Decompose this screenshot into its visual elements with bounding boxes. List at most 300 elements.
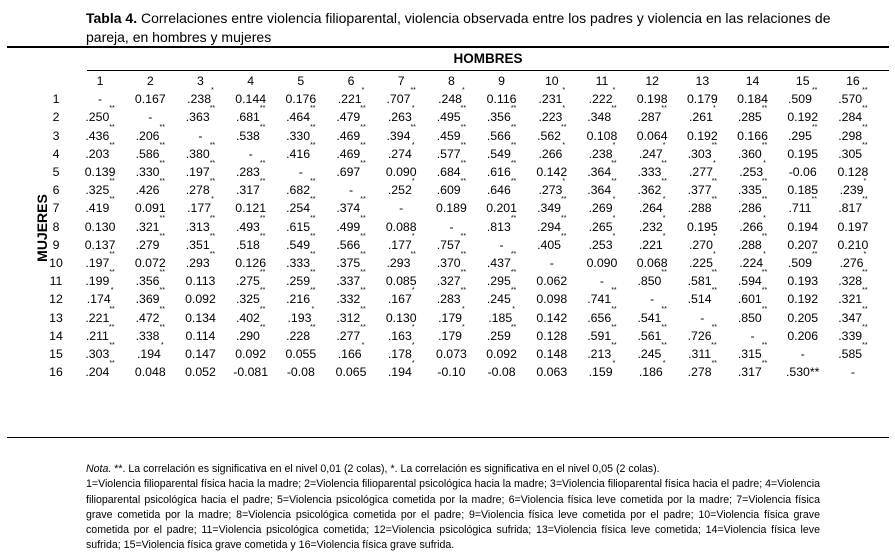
table-cell (477, 105, 527, 126)
column-header: 2 (146, 74, 154, 89)
table-cell (426, 232, 476, 254)
cell-value: .221 (638, 237, 663, 252)
table-cell (727, 269, 777, 290)
table-cell (828, 178, 878, 199)
table-cell (477, 160, 527, 181)
significance-mark: ** (661, 178, 667, 186)
cell-value: .850 (737, 310, 762, 325)
cell-value: .817 (838, 201, 863, 216)
cell-value: .493 (235, 219, 260, 234)
significance-mark: ** (761, 141, 768, 149)
top-rule (7, 46, 889, 48)
significance-mark: * (411, 178, 415, 186)
table-cell (376, 232, 426, 254)
cell-value: 0.197 (837, 219, 869, 234)
table-cell (326, 196, 376, 217)
cell-value: .163 (387, 328, 412, 343)
significance-mark: * (562, 178, 566, 186)
cell-value: .179 (438, 310, 462, 325)
table-cell (326, 232, 376, 254)
table-cell (75, 123, 125, 145)
table-cell (226, 123, 276, 145)
table-cell (527, 178, 577, 199)
cell-value: .330 (135, 165, 160, 180)
table-cell (677, 127, 727, 145)
table-cell (577, 341, 627, 363)
significance-mark: ** (761, 287, 768, 295)
significance-mark: ** (661, 105, 667, 113)
significance-mark: ** (259, 269, 266, 277)
table-cell (175, 105, 225, 126)
cell-value: - (800, 346, 805, 361)
significance-mark: ** (862, 123, 868, 131)
table-cell (376, 341, 426, 363)
cell-value: 0.193 (787, 274, 819, 289)
cell-value: .197 (185, 165, 210, 180)
table-cell (226, 345, 276, 363)
table-cell (326, 250, 376, 272)
cell-value: .194 (387, 365, 412, 380)
cell-value: .174 (86, 292, 111, 307)
significance-mark: * (311, 305, 315, 313)
table-cell (828, 236, 878, 254)
cell-value: 0.063 (536, 365, 568, 380)
table-cell (175, 327, 225, 345)
table-cell (677, 196, 727, 217)
significance-mark: ** (109, 141, 115, 149)
significance-mark: ** (310, 105, 316, 113)
significance-mark: ** (561, 214, 567, 222)
cell-value: .275 (235, 274, 260, 289)
table-cell (677, 218, 727, 236)
cell-value: .757 (436, 237, 461, 252)
significance-mark: ** (310, 214, 316, 222)
table-cell (677, 308, 727, 326)
table-cell (677, 323, 727, 345)
table-cell (828, 323, 878, 345)
table-cell (125, 287, 175, 308)
table-cell (125, 363, 175, 381)
cell-value: 0.198 (636, 92, 668, 107)
cell-value: .261 (689, 110, 713, 125)
significance-mark: ** (159, 178, 165, 186)
cell-value: .697 (336, 165, 361, 180)
significance-mark: ** (611, 105, 617, 113)
table-cell (627, 160, 677, 181)
cell-value: .204 (85, 365, 110, 380)
significance-mark: * (462, 323, 465, 331)
table-cell (125, 305, 175, 326)
row-label: 10 (49, 255, 63, 270)
table-cell (527, 272, 577, 290)
significance-mark: ** (109, 341, 115, 349)
table-cell (477, 269, 527, 290)
cell-value: .616 (486, 165, 511, 180)
table-cell (75, 90, 125, 108)
cell-value: 0.195 (686, 219, 718, 234)
cell-value: 0.176 (285, 92, 317, 107)
significance-mark: * (712, 232, 716, 240)
cell-value: 0.085 (385, 274, 417, 289)
cell-value: .252 (387, 183, 412, 198)
significance-mark: ** (310, 269, 316, 277)
significance-mark: ** (259, 123, 266, 131)
column-header: 5 (297, 74, 305, 89)
significance-mark: ** (410, 87, 416, 95)
table-cell (828, 105, 878, 126)
cell-value: .615 (286, 219, 311, 234)
row-label: 14 (49, 328, 63, 343)
significance-mark: * (361, 87, 365, 95)
cell-value: .248 (438, 92, 462, 107)
significance-mark: ** (360, 232, 366, 240)
significance-mark: ** (761, 269, 768, 277)
table-cell (727, 90, 777, 108)
table-cell (828, 123, 878, 145)
row-label: 7 (52, 201, 60, 216)
cell-value: 0.184 (737, 92, 768, 107)
cell-value: .303 (85, 346, 110, 361)
cell-value: .332 (336, 292, 361, 307)
column-header: 14 (745, 74, 760, 89)
cell-value: .253 (739, 165, 764, 180)
significance-mark: * (562, 87, 566, 95)
table-cell (477, 287, 527, 308)
significance-mark: ** (109, 123, 115, 131)
table-cell (326, 105, 376, 126)
cell-value: .333 (286, 255, 311, 270)
table-cell (426, 105, 476, 126)
table-cell (477, 250, 527, 272)
cell-value: .221 (337, 92, 362, 107)
table-cell (226, 254, 276, 272)
cell-value: .419 (85, 201, 110, 216)
table-cell (627, 196, 677, 217)
cell-value: .283 (436, 292, 461, 307)
significance-mark: * (411, 141, 415, 149)
cell-value: - (850, 365, 855, 380)
significance-mark: ** (410, 123, 416, 131)
significance-mark: ** (310, 141, 316, 149)
table-cell (276, 214, 326, 236)
significance-mark: ** (310, 196, 316, 204)
column-header: 16 (846, 74, 860, 89)
table-cell (226, 105, 276, 126)
cell-value: .294 (537, 219, 562, 234)
table-cell (677, 250, 727, 272)
cell-value: .347 (838, 310, 863, 325)
table-cell (75, 360, 125, 381)
cell-value: .278 (185, 183, 210, 198)
table-cell (376, 360, 426, 381)
table-cell (426, 269, 476, 290)
hombres-header: HOMBRES (453, 51, 523, 66)
row-label: 12 (49, 292, 63, 307)
significance-mark: ** (661, 160, 667, 168)
cell-value: .325 (85, 183, 110, 198)
cell-value: .186 (638, 365, 663, 380)
cell-value: 0.206 (787, 328, 819, 343)
table-cell (376, 308, 426, 326)
cell-value: .369 (135, 292, 160, 307)
significance-mark: ** (460, 141, 467, 149)
column-header: 4 (247, 74, 255, 89)
cell-value: 0.144 (235, 92, 267, 107)
cell-value: .321 (838, 292, 863, 307)
significance-mark: ** (310, 123, 316, 131)
column-header: 11 (595, 74, 609, 89)
table-cell (276, 287, 326, 308)
cell-value: .349 (537, 201, 562, 216)
cell-value: -0.08 (286, 365, 315, 380)
table-cell (175, 272, 225, 290)
cell-value: .495 (436, 110, 461, 125)
table-cell (727, 127, 777, 145)
cell-value: 0.167 (134, 92, 166, 107)
cell-value: .380 (185, 146, 210, 161)
column-header: 1 (96, 74, 104, 89)
cell-value: .328 (838, 274, 863, 289)
cell-value: -0.081 (233, 365, 269, 380)
cell-value: .321 (135, 219, 160, 234)
significance-mark: ** (862, 87, 868, 95)
table-cell (577, 323, 627, 345)
cell-value: 0.130 (84, 219, 116, 234)
cell-value: .377 (687, 183, 712, 198)
table-cell (828, 218, 878, 236)
cell-value: .684 (436, 165, 461, 180)
cell-value: .682 (286, 183, 311, 198)
cell-value: .203 (85, 146, 110, 161)
table-cell (75, 305, 125, 326)
significance-mark: * (562, 105, 566, 113)
table-cell (175, 345, 225, 363)
column-header: 15 (795, 74, 810, 89)
table-cell (577, 141, 627, 163)
cell-value: .315 (737, 346, 762, 361)
table-row (37, 363, 878, 381)
significance-mark: ** (410, 250, 416, 258)
cell-value: .216 (286, 292, 311, 307)
cell-value: .177 (187, 201, 212, 216)
table-cell (175, 196, 225, 217)
cell-value: .303 (687, 146, 712, 161)
significance-mark: * (411, 323, 415, 331)
table-cell (677, 287, 727, 308)
table-cell (828, 141, 878, 163)
cell-value: - (499, 237, 504, 252)
significance-mark: * (662, 196, 666, 204)
table-cell (477, 305, 527, 326)
table-cell (577, 87, 627, 108)
cell-value: 0.134 (185, 310, 216, 325)
column-header-row (37, 72, 878, 90)
cell-value: - (750, 328, 755, 343)
cell-value: 0.126 (235, 255, 267, 270)
significance-mark: ** (360, 160, 366, 168)
significance-mark: ** (310, 323, 316, 331)
table-cell (376, 323, 426, 345)
note-label: Nota. (86, 463, 112, 475)
table-cell (276, 363, 326, 381)
table-cell (376, 178, 426, 199)
table-cell (828, 269, 878, 290)
cell-value: .221 (85, 310, 110, 325)
table-cell (326, 160, 376, 181)
significance-mark: ** (460, 160, 467, 168)
cell-value: .514 (687, 292, 712, 307)
significance-mark: ** (510, 178, 517, 186)
note-legend: 1=Violencia filioparental física hacia la madre; 2=Violencia filioparental psicológica hacia la madre; 3=Violencia filioparental física hacia el padre; 4=Violencia filioparental psicológica hacia el padre; 5=Violencia psicológica cometida por la madre; 6=Violencia física leve cometida por la madre; 7=Violencia física grave cometida por la madre; 8=Violencia psicológica cometida por el padre; 9=Violencia física leve cometida por el padre; 10=Violencia física grave cometida por el padre; 11=Violencia psicológica cometida; 12=Violencia psicológica sufrida; 13=Violencia física leve cometida; 14=Violencia física leve sufrida; 15=Violencia física grave cometida y 16=Violencia física grave sufrida. (86, 478, 820, 552)
significance-mark: ** (510, 105, 517, 113)
cell-value: .566 (486, 128, 511, 143)
table-cell (276, 196, 326, 217)
table-cell (828, 363, 878, 381)
row-label: 9 (52, 237, 60, 252)
cell-value: .285 (737, 110, 762, 125)
cell-value: 0.052 (185, 365, 216, 380)
table-cell (75, 196, 125, 217)
cell-value: .335 (737, 183, 762, 198)
cell-value: .518 (235, 237, 260, 252)
cell-value: .225 (689, 255, 713, 270)
table-cell (627, 254, 677, 272)
table-cell (828, 196, 878, 217)
table-cell (426, 305, 476, 326)
significance-mark: ** (661, 269, 667, 277)
cell-value: .317 (235, 183, 260, 198)
significance-mark: * (411, 105, 415, 113)
table-cell (828, 163, 878, 181)
cell-value: - (98, 92, 103, 107)
cell-value: .278 (687, 365, 712, 380)
cell-value: .279 (135, 237, 160, 252)
table-cell (677, 90, 727, 108)
significance-mark: ** (761, 178, 768, 186)
cell-value: .469 (336, 128, 361, 143)
table-cell (125, 341, 175, 363)
cell-value: .707 (386, 92, 411, 107)
table-cell (778, 218, 828, 236)
cell-value: .231 (538, 92, 563, 107)
cell-value: .211 (85, 328, 109, 343)
significance-mark: * (763, 250, 766, 258)
cell-value: .416 (286, 146, 311, 161)
column-header: 8 (447, 74, 455, 89)
table-cell (677, 178, 727, 199)
significance-mark: ** (611, 178, 617, 186)
significance-mark: ** (811, 123, 818, 131)
table-cell (426, 87, 476, 108)
row-label: 16 (49, 365, 63, 380)
cell-value: 0.092 (486, 346, 517, 361)
table-cell (276, 250, 326, 272)
cell-value: -0.10 (437, 365, 466, 380)
table-cell (527, 254, 577, 272)
cell-value: .509 (788, 92, 812, 107)
table-cell (125, 141, 175, 163)
cell-value: 0.068 (636, 255, 668, 270)
table-cell (627, 232, 677, 254)
cell-value: 0.108 (586, 128, 618, 143)
table-cell (326, 363, 376, 381)
table-cell (477, 141, 527, 163)
significance-mark: ** (460, 269, 467, 277)
table-cell (527, 105, 577, 126)
cell-value: 0.201 (486, 201, 517, 216)
table-cell (577, 287, 627, 308)
significance-mark: ** (561, 123, 567, 131)
row-label: 13 (49, 310, 63, 325)
significance-mark: ** (159, 160, 165, 168)
significance-mark: ** (259, 232, 266, 240)
significance-mark: ** (209, 250, 216, 258)
cell-value: 0.166 (737, 128, 768, 143)
table-cell (326, 305, 376, 326)
table-cell (175, 141, 225, 163)
table-cell (727, 341, 777, 363)
significance-mark: ** (661, 323, 667, 331)
table-cell (376, 199, 426, 217)
column-header: 10 (544, 74, 559, 89)
table-cell (778, 272, 828, 290)
table-cell (627, 323, 677, 345)
significance-mark: ** (209, 178, 216, 186)
significance-mark: * (411, 287, 415, 295)
cell-value: .259 (286, 274, 311, 289)
significance-mark: ** (360, 269, 366, 277)
significance-mark: ** (360, 196, 366, 204)
cell-value: 0.065 (335, 365, 367, 380)
cell-value: - (549, 255, 554, 270)
cell-value: .266 (538, 146, 563, 161)
column-header: 3 (197, 74, 204, 89)
cell-value: 0.116 (486, 92, 517, 107)
table-cell (577, 232, 627, 254)
table-cell (727, 250, 777, 272)
cell-value: .213 (587, 346, 612, 361)
cell-value: .238 (187, 92, 212, 107)
cell-value: .295 (486, 274, 511, 289)
table-cell (727, 160, 777, 181)
significance-mark: ** (711, 269, 718, 277)
table-cell (75, 236, 125, 254)
mujeres-label-text: MUJERES (33, 194, 50, 262)
table-cell (175, 127, 225, 145)
table-cell (778, 123, 828, 145)
significance-mark: ** (259, 305, 266, 313)
table-cell (627, 90, 677, 108)
table-cell (727, 214, 777, 236)
significance-mark: ** (811, 196, 817, 204)
table-cell (477, 178, 527, 199)
table-cell (577, 305, 627, 326)
cell-value: -0.06 (788, 165, 817, 180)
table-cell (326, 323, 376, 345)
cell-value: 0.205 (787, 310, 819, 325)
significance-mark: * (411, 360, 415, 368)
table-cell (326, 123, 376, 145)
cell-value: .339 (838, 328, 863, 343)
cell-value: .177 (387, 237, 412, 252)
table-cell (477, 363, 527, 381)
table-cell (276, 305, 326, 326)
cell-value: .253 (588, 237, 613, 252)
significance-mark: * (712, 160, 716, 168)
cell-value: .222 (588, 92, 613, 107)
cell-value: .245 (637, 346, 662, 361)
cell-value: .562 (537, 128, 562, 143)
